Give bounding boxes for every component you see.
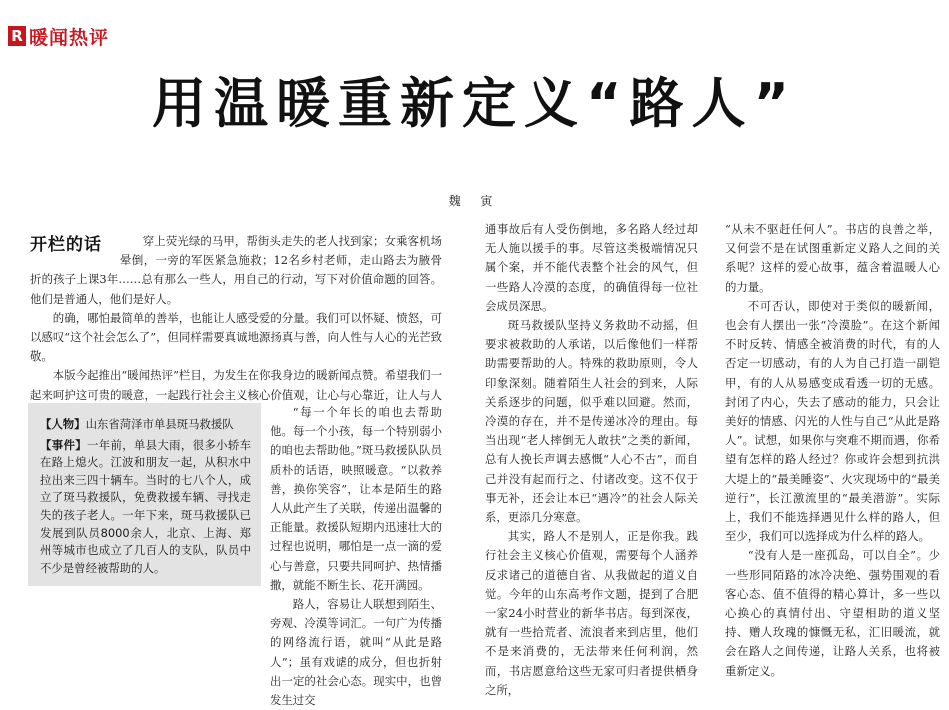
article-paragraph: “没有人是一座孤岛，可以自全”。少一些形同陌路的冰冷决绝、强势围观的看客心态、值不值得的精心算计，多一些以心换心的真情付出、守望相助的道义坚持、赠人玫瑰的慷慨无私，汇旧暖流，就会在路人之间传递，让路人关系，也将被重新定义。 (725, 548, 940, 678)
article-paragraph: 不可否认，即使对于类似的暖新闻，也会有人摆出一张“冷漠脸”。在这个新闻不时反转、情感全被消费的时代，有的人否定一切感动，有的人为自己打造一副铠甲，有的人从易感变成看透一切的无感。封闭了内心，失去了感动的能力，只会让美好的情感、闪光的人性与自己“从此是路人”。试想，如果你与突难不期而遇，你希望有怎样的路人经过？你或许会想到抗洪大堤上的“最美睡姿”、火灾现场中的“最美逆行”，长江激流里的“最美潜游”。实际上，我们不能选择遇见什么样的路人，但至少，我们可以选择成为什么样的路人。 (725, 298, 940, 544)
article-column-2 (485, 220, 698, 697)
info-box (28, 403, 261, 586)
info-event (40, 437, 251, 578)
article-paragraph: 斑马救援队坚持义务救助不动摇，但要求被救助的人承诺，以后像他们一样帮助需要帮助的人。特殊的救助原则，令人印象深刻。随着陌生人社会的到来，人际关系逐步的问题，似乎难以回避。然而，冷漠的存在，并不是传递冰冷的理由。每当出现“老人摔倒无人敢扶”之类的新闻，总有人挽长声调去感慨“人心不古”，而自己并没有起而行之、付诸改变。这不仅于事无补，还会让本已“遇冷”的社会人际关系，更添几分寒意。 (485, 318, 698, 525)
info-person (40, 416, 251, 434)
headline: 用温暖重新定义“路人” (152, 72, 797, 135)
lead-heading: 开栏的话 (30, 235, 102, 255)
lead-paragraph: 本版今起推出“暖闻热评”栏目，为发生在你我身边的暖新闻点赞。希望我们一起来呵护这可贵的暖意，一起践行社会主义核心价值观，让心与心靠近，让人与人 (30, 368, 442, 402)
article-paragraph: 通事故后有人受伤倒地，多名路人经过却无人施以援手的事。尽管这类极端情况只属个案，并不能代表整个社会的风气，但一些路人冷漠的态度，的确值得每一位社会成员深思。 (485, 222, 698, 313)
info-person-value: 山东省菏泽市单县斑马救援队 (85, 417, 234, 431)
lead-section (30, 232, 442, 402)
info-event-value: 一年前，单县大雨，很多小轿车在路上熄火。江波和朋友一起，从积水中拉出来三四十辆车。当时的七八个人，成立了斑马救援队，免费救援车辆、寻找走失的孩子老人。一年下来，斑马救援队已发展到队员8000余人，北京、上海、郑州等城市也成立了几百人的支队，队员中不少是曾经被帮助的人。 (40, 437, 251, 575)
article-paragraph: 其实，路人不是别人，正是你我。践行社会主义核心价值观，需要每个人涵养反求诸己的道德自省、从我做起的道义自觉。今年的山东高考作文题，提到了合肥一家24小时营业的新华书店。每到深夜，就有一些拾荒者、流浪者来到店里，他们不是来消费的，无法带来任何利润，然而，书店愿意给这些无家可归者提供栖身之所， (485, 529, 698, 697)
lead-paragraph: 穿上荧光绿的马甲，帮街头走失的老人找到家；女乘客机场晕倒，一旁的军医紧急施救；12名乡村老师，走山路去为腋骨折的孩子上课3年……总有那么一些人，用自己的行动，写下对价值命题的回答。他们是普通人，他们是好人。 (30, 234, 442, 306)
lead-paragraph: 的确，哪怕最简单的善举，也能让人感受爱的分量。我们可以怀疑、愤怒，可以感叹“这个社会怎么了”，但同样需要真诚地源扬真与善，向人性与人心的光芒致敬。 (30, 310, 442, 364)
info-person-label: 【人物】 (40, 417, 86, 431)
article-paragraph: 路人，容易让人联想到陌生、旁观、冷漠等词汇。一句广为传播的网络流行语，就叫“从此是路人”；虽有戏谑的成分，但也折射出一定的社会心态。现实中，也曾发生过交 (270, 597, 442, 708)
byline: 魏 寅 (448, 194, 501, 208)
article-column-1 (270, 403, 442, 708)
column-tag (8, 24, 109, 48)
article-paragraph: “从未不驱赶任何人”。书店的良善之举，又何尝不是在试图重新定义路人之间的关系呢？这样的爱心故事，蕴含着温暖人心的力量。 (725, 222, 940, 294)
article-column-3 (725, 220, 940, 678)
article-paragraph: “每一个年长的咱也去帮助他。每一个小孩，每一个特别弱小的咱也去帮助他。”斑马救援队队员质朴的话语，映照暖意。“以救养善，换你笑容”，让本是陌生的路人从此产生了关联，传递出温馨的正能量。救援队短期内迅速壮大的过程也说明，哪怕是一点一滴的爱心与善意，只要共同呵护、热情播撒，就能不断生长、花开满园。 (270, 405, 442, 592)
info-event-label: 【事件】 (40, 437, 87, 452)
column-tag-label: 暖闻热评 (29, 26, 110, 49)
column-logo-icon: R (8, 26, 26, 46)
